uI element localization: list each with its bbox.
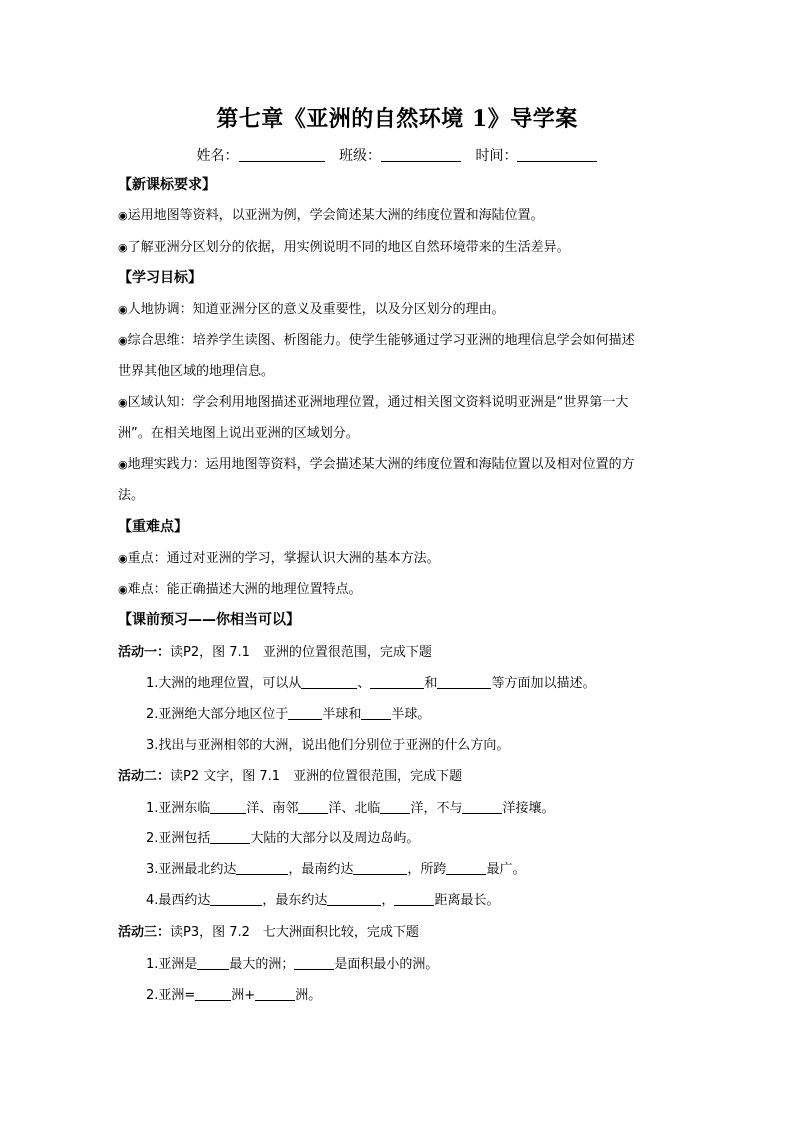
objective-item: ◉人地协调：知道亚洲分区的意义及重要性，以及分区划分的理由。 <box>118 302 505 317</box>
activity-2-question-1: 1.亚洲东临 洋、南邻 洋、北临 洋，不与 洋接壤。 <box>146 801 555 816</box>
answer-blank[interactable] <box>301 675 357 689</box>
bullet-icon: ◉ <box>118 458 128 471</box>
answer-blank[interactable] <box>446 861 486 875</box>
answer-blank[interactable] <box>210 830 250 844</box>
answer-blank[interactable] <box>255 987 295 1001</box>
objective-item: ◉综合思维：培养学生读图、析图能力。使学生能够通过学习亚洲的地理信息学会如何描述 <box>118 333 635 348</box>
class-blank[interactable] <box>381 147 461 162</box>
bullet-icon: ◉ <box>118 396 128 409</box>
key-point-item: ◉难点：能正确描述大洲的地理位置特点。 <box>118 582 362 597</box>
bullet-icon: ◉ <box>118 241 128 254</box>
answer-blank[interactable] <box>437 675 491 689</box>
bullet-icon: ◉ <box>118 209 128 222</box>
name-label: 姓名： <box>196 148 239 164</box>
section-heading-preview: 【课前预习——你相当可以】 <box>118 612 300 628</box>
answer-blank[interactable] <box>380 800 410 814</box>
activity-2-question-2: 2.亚洲包括 大陆的大部分以及周边岛屿。 <box>146 831 420 846</box>
answer-blank[interactable] <box>197 956 229 970</box>
section-heading-objectives: 【学习目标】 <box>118 270 202 286</box>
answer-blank[interactable] <box>370 675 424 689</box>
time-label: 时间： <box>475 148 518 164</box>
answer-blank[interactable] <box>353 861 407 875</box>
answer-blank[interactable] <box>195 987 231 1001</box>
answer-blank[interactable] <box>210 892 262 906</box>
answer-blank[interactable] <box>327 892 381 906</box>
bullet-icon: ◉ <box>118 303 128 316</box>
key-point-item: ◉重点：通过对亚洲的学习，掌握认识大洲的基本方法。 <box>118 551 440 566</box>
bullet-icon: ◉ <box>118 583 128 596</box>
activity-2-question-4: 4.最西约达 ，最东约达 ， 距离最长。 <box>146 893 500 908</box>
activity-3-question-2: 2.亚洲= 洲+ 洲。 <box>146 988 322 1003</box>
objective-item: ◉地理实践力：运用地图等资料，学会描述某大洲的纬度位置和海陆位置以及相对位置的方 <box>118 457 635 472</box>
answer-blank[interactable] <box>462 800 502 814</box>
activity-1-question-2: 2.亚洲绝大部分地区位于 半球和 半球。 <box>146 707 431 722</box>
activity-3-header: 活动三：读P3，图 7.2 七大洲面积比较，完成下题 <box>118 925 419 940</box>
bullet-icon: ◉ <box>118 334 128 347</box>
section-heading-key-points: 【重难点】 <box>118 519 188 535</box>
bullet-icon: ◉ <box>118 552 128 565</box>
answer-blank[interactable] <box>298 800 328 814</box>
answer-blank[interactable] <box>294 956 334 970</box>
activity-3-question-1: 1.亚洲是 最大的洲； 是面积最小的洲。 <box>146 957 439 972</box>
standards-item: ◉了解亚洲分区划分的依据，用实例说明不同的地区自然环境带来的生活差异。 <box>118 240 570 255</box>
activity-1-header: 活动一：读P2，图 7.1 亚洲的位置很范围，完成下题 <box>118 645 432 660</box>
name-blank[interactable] <box>239 147 325 162</box>
answer-blank[interactable] <box>210 800 246 814</box>
time-blank[interactable] <box>517 147 597 162</box>
answer-blank[interactable] <box>361 706 391 720</box>
activity-2-question-3: 3.亚洲最北约达 ，最南约达 ，所跨 最广。 <box>146 862 526 877</box>
objective-item-cont: 世界其他区域的地理信息。 <box>118 364 275 379</box>
activity-1-question-1: 1.大洲的地理位置，可以从 、 和 等方面加以描述。 <box>146 676 596 691</box>
objective-item-cont: 洲”。在相关地图上说出亚洲的区域划分。 <box>118 426 359 441</box>
answer-blank[interactable] <box>288 706 322 720</box>
activity-2-header: 活动二：读P2 文字，图 7.1 亚洲的位置很范围，完成下题 <box>118 769 463 784</box>
answer-blank[interactable] <box>394 892 434 906</box>
page-title: 第七章《亚洲的自然环境 1》导学案 <box>216 106 578 132</box>
objective-item-cont: 法。 <box>118 488 145 503</box>
objective-item: ◉区域认知：学会利用地图描述亚洲地理位置，通过相关图文资料说明亚洲是“世界第一大 <box>118 395 629 410</box>
answer-blank[interactable] <box>236 861 288 875</box>
standards-item: ◉运用地图等资料，以亚洲为例，学会简述某大洲的纬度位置和海陆位置。 <box>118 208 544 223</box>
class-label: 班级： <box>339 148 381 164</box>
section-heading-standards: 【新课标要求】 <box>118 177 216 193</box>
activity-1-question-3: 3.找出与亚洲相邻的大洲，说出他们分别位于亚洲的什么方向。 <box>146 738 510 753</box>
student-info-row <box>0 145 794 165</box>
